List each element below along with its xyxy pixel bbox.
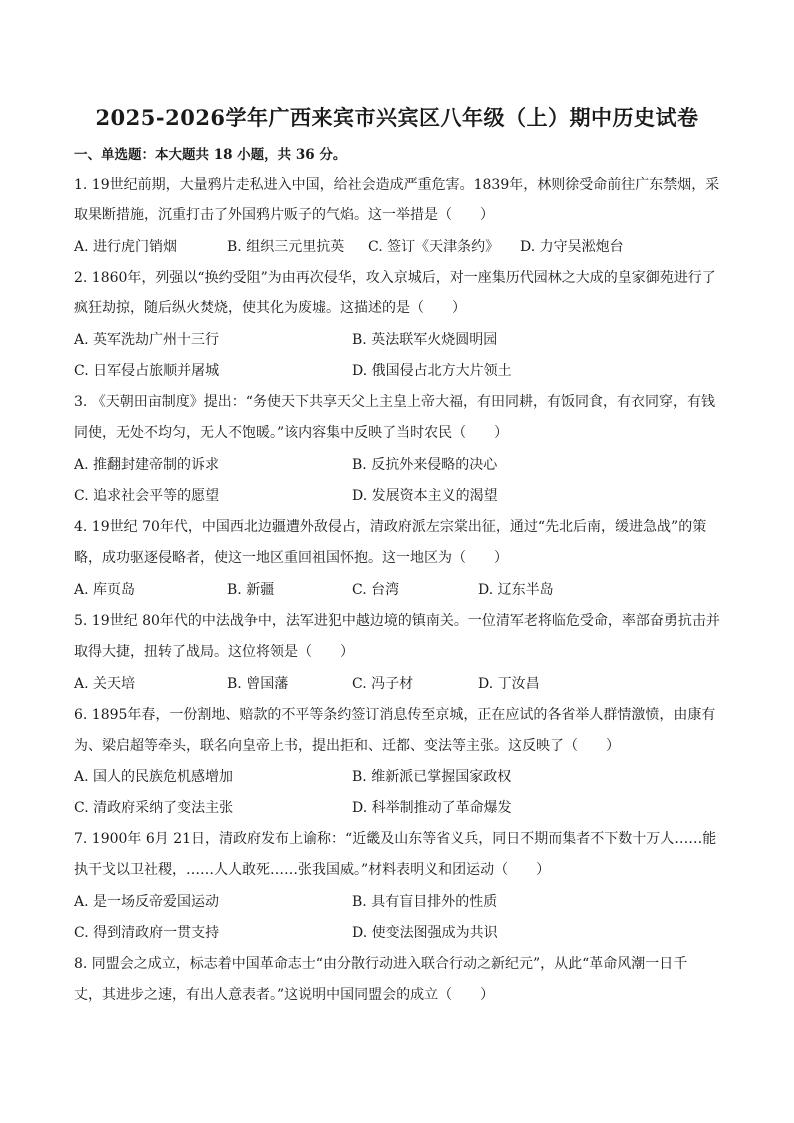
option-a: A. 推翻封建帝制的诉求 [74, 457, 220, 473]
option-b: B. 具有盲目排外的性质 [352, 894, 498, 910]
question-text-line: 为、梁启超等牵头，联名向皇帝上书，提出拒和、迁都、变法等主张。这反映了（ ） [74, 738, 620, 754]
question-text-line: 疯狂劫掠，随后纵火焚烧，使其化为废墟。这描述的是（ ） [74, 300, 466, 316]
option-c: C. 得到清政府一贯支持 [74, 925, 220, 941]
option-d: D. 丁汝昌 [478, 676, 540, 692]
question-text-line: 同使，无处不均匀，无人不饱暖。”该内容集中反映了当时农民（ ） [74, 425, 509, 441]
option-b: B. 反抗外来侵略的决心 [352, 457, 498, 473]
option-c: C. 签订《天津条约》 [368, 239, 500, 255]
question-text-line: 6. 1895年春，一份割地、赔款的不平等条约签订消息传至京城，正在应试的各省举人群情激愤，由康有 [74, 707, 716, 723]
option-c: C. 追求社会平等的愿望 [74, 488, 220, 504]
option-a: A. 英军洗劫广州十三行 [74, 332, 220, 348]
question-text-line: 执干戈以卫社稷，……人人敢死……张我国威。”材料表明义和团运动（ ） [74, 862, 551, 878]
question-text-line: 4. 19世纪 70年代，中国西北边疆遭外敌侵占，清政府派左宗棠出征，通过“先北后南，缓进急战”的策 [74, 519, 707, 535]
option-d: D. 辽东半岛 [478, 582, 554, 598]
section-heading: 一、单选题：本大题共 18 小题，共 36 分。 [74, 147, 347, 163]
option-a: A. 关天培 [74, 676, 136, 692]
option-a: A. 国人的民族危机感增加 [74, 769, 234, 785]
question-text-line: 略，成功驱逐侵略者，使这一地区重回祖国怀抱。这一地区为（ ） [74, 550, 508, 566]
option-d: D. 发展资本主义的渴望 [352, 488, 498, 504]
option-b: B. 维新派已掌握国家政权 [352, 769, 512, 785]
option-b: B. 曾国藩 [227, 676, 289, 692]
option-c: C. 冯子材 [352, 676, 414, 692]
option-b: B. 组织三元里抗英 [227, 239, 345, 255]
option-c: C. 台湾 [352, 582, 400, 598]
question-text-line: 5. 19世纪 80年代的中法战争中，法军进犯中越边境的镇南关。一位清军老将临危受命，率部奋勇抗击并 [74, 613, 720, 629]
question-text-line: 2. 1860年，列强以“换约受阻”为由再次侵华，攻入京城后，对一座集历代园林之大成的皇家御苑进行了 [74, 270, 716, 286]
option-c: C. 日军侵占旅顺并屠城 [74, 363, 220, 379]
question-text-line: 8. 同盟会之成立，标志着中国革命志士“由分散行动进入联合行动之新纪元”，从此“革命风潮一日千 [74, 956, 688, 972]
option-d: D. 使变法图强成为共识 [352, 925, 498, 941]
question-text-line: 1. 19世纪前期，大量鸦片走私进入中国，给社会造成严重危害。1839年，林则徐受命前往广东禁烟，采 [74, 177, 720, 193]
option-c: C. 清政府采纳了变法主张 [74, 800, 234, 816]
question-text-line: 丈，其进步之速，有出人意表者。”这说明中国同盟会的成立（ ） [74, 987, 495, 1003]
option-a: A. 是一场反帝爱国运动 [74, 894, 220, 910]
option-d: D. 科举制推动了革命爆发 [352, 800, 512, 816]
page-title: 2025-2026学年广西来宾市兴宾区八年级（上）期中历史试卷 [95, 105, 699, 130]
question-text-line: 取得大捷，扭转了战局。这位将领是（ ） [74, 644, 354, 660]
question-text-line: 取果断措施，沉重打击了外国鸦片贩子的气焰。这一举措是（ ） [74, 207, 494, 223]
option-d: D. 力守吴淞炮台 [520, 239, 624, 255]
option-a: A. 进行虎门销烟 [74, 239, 178, 255]
option-a: A. 库页岛 [74, 582, 136, 598]
option-b: B. 新疆 [227, 582, 275, 598]
option-d: D. 俄国侵占北方大片领土 [352, 363, 512, 379]
option-b: B. 英法联军火烧圆明园 [352, 332, 498, 348]
question-text-line: 7. 1900年 6月 21日，清政府发布上谕称：“近畿及山东等省义兵，同日不期而集者不下数十万人……能 [74, 831, 717, 847]
question-text-line: 3. 《天朝田亩制度》提出：“务使天下共享天父上主皇上帝大福，有田同耕，有饭同食，有衣同穿，有钱 [74, 394, 715, 410]
